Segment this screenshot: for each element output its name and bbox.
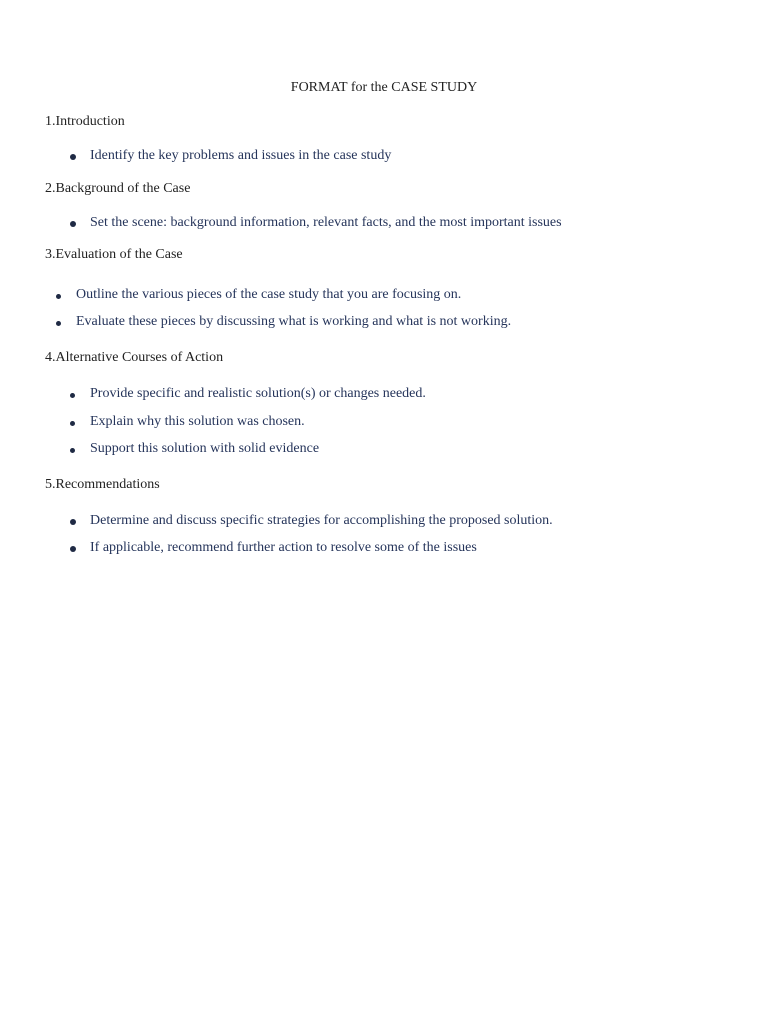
section-heading-recommendations: 5.Recommendations [45, 477, 160, 492]
bullet-icon [70, 393, 75, 398]
document-title: FORMAT for the CASE STUDY [290, 80, 478, 95]
bullet-icon [70, 154, 76, 160]
bullet-icon [70, 448, 75, 453]
section-heading-introduction: 1.Introduction [45, 114, 125, 129]
bullet-icon [56, 321, 61, 326]
bullet-icon [70, 421, 75, 426]
bullet-icon [70, 221, 76, 227]
section-heading-alternatives: 4.Alternative Courses of Action [45, 350, 224, 365]
document-page: FORMAT for the CASE STUDY 1.Introduction Identify the key problems and issues in the case study 2.Background of the Case Set the scene: background information, relevant facts, and the most important issues 3.Evaluation of the Case Outline the various pieces of the case study that you are focusing on. Evaluate these pieces by discussing what is working and what is not working. 4.Alternative Courses of Action Provide specific and realistic solution(s) or changes needed. Explain why this solution was chosen. Support this solution with solid evidence 5.Recommendations Determine and discuss specific strategies for accomplishing the proposed solution. If applicable, recommend further action to resolve some of the issues [0, 0, 768, 1024]
section-heading-evaluation: 3.Evaluation of the Case [45, 247, 183, 262]
bullet-icon [70, 546, 76, 552]
section-heading-background: 2.Background of the Case [45, 181, 191, 196]
bullet-icon [70, 519, 76, 525]
bullet-icon [56, 294, 61, 299]
